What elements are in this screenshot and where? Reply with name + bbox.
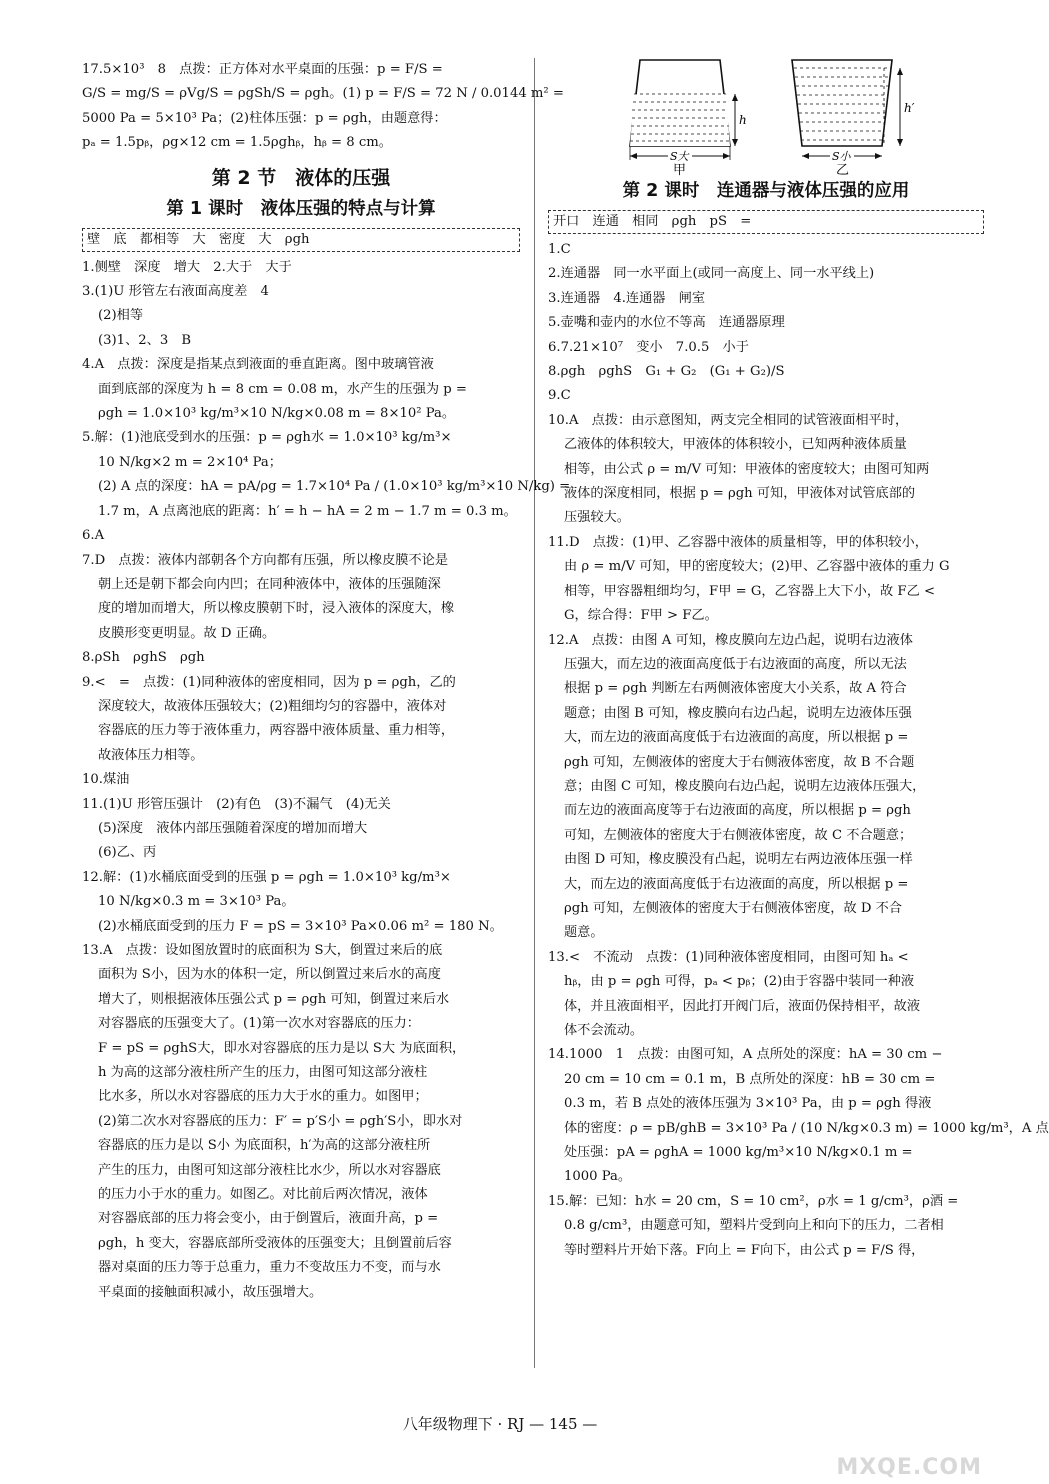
column-divider xyxy=(534,58,535,1368)
answer-line: (2)水桶底面受到的压力 F = pS = 3×10³ Pa×0.06 m² = 180 N。 xyxy=(98,918,503,934)
answer-line: 题意；由图 B 可知，橡皮膜向右边凸起，说明左边液体压强 xyxy=(564,705,912,721)
answer-line: G，综合得：F甲 > F乙。 xyxy=(564,608,718,624)
answer-line: 的压力小于水的重力。如图乙。对比前后两次情况，液体 xyxy=(98,1187,428,1203)
answer-line: 相等，由公式 ρ = m/V 可知：甲液体的密度较大；由图可知两 xyxy=(564,461,930,477)
answer-line: 由 ρ = m/V 可知，甲的密度较大；(2)甲、乙容器中液体的重力 G xyxy=(564,559,950,575)
answer-line: 6.A xyxy=(82,528,105,544)
answer-line: 大，而左边的液面高度低于右边液面的高度，所以根据 p = xyxy=(564,876,909,892)
answer-line: 平桌面的接触面积减小，故压强增大。 xyxy=(98,1284,323,1300)
answer-line: 而左边的液面高度等于右边液面的高度，所以根据 p = ρgh xyxy=(564,803,911,819)
answer-line: 增大了，则根据液体压强公式 p = ρgh 可知，倒置过来后水 xyxy=(98,991,450,1007)
answer-line: 容器底的压力等于液体重力，两容器中液体质量、重力相等， xyxy=(98,723,455,739)
answer-line: 可知，左侧液体的密度大于右侧液体密度，故 C 不合题意； xyxy=(564,827,913,843)
caption-jia: 甲 xyxy=(673,163,687,178)
intro-block xyxy=(82,58,564,156)
section-title: 第 2 节 液体的压强 xyxy=(211,166,391,189)
answer-line: 12.A 点拨：由图 A 可知，橡皮膜向左边凸起，说明右边液体 xyxy=(548,632,913,648)
answer-list-lesson-2 xyxy=(548,238,1049,1263)
answer-line: 5.壶嘴和壶内的水位不等高 连通器原理 xyxy=(548,315,785,331)
answer-line: 皮膜形变更明显。故 D 正确。 xyxy=(98,625,276,641)
answer-line: F = pS = ρghS大，即水对容器底的压力是以 S大 为底面积， xyxy=(98,1040,466,1056)
page-footer: 八年级物理下 · RJ — 145 — xyxy=(402,1415,598,1433)
answer-line: 面到底部的深度为 h = 8 cm = 0.08 m，水产生的压强为 p = xyxy=(98,381,467,397)
answer-line: ρgh，h 变大，容器底部所受液体的压强变大；且倒置前后容 xyxy=(98,1235,452,1251)
answer-line: 14.1000 1 点拨：由图可知，A 点所处的深度：hA = 30 cm − xyxy=(548,1047,943,1063)
answer-line: 度的增加而增大，所以橡皮膜朝下时，浸入液体的深度大，橡 xyxy=(98,601,455,617)
answer-line: 处压强：pA = ρghA = 1000 kg/m³×10 N/kg×0.1 m = xyxy=(564,1145,913,1161)
answer-line: 1.C xyxy=(548,242,571,257)
answer-line: 1.7 m，A 点离池底的距离：h′ = h − hA = 2 m − 1.7 m = 0.3 m。 xyxy=(98,503,517,519)
answer-line: (6)乙、丙 xyxy=(98,845,157,861)
answer-line: 3.连通器 4.连通器 闸室 xyxy=(548,290,706,306)
answer-line: ρgh 可知，左侧液体的密度大于右侧液体密度，故 D 不合 xyxy=(564,900,902,916)
answer-line: 12.解：(1)水桶底面受到的压强 p = ρgh = 1.0×10³ kg/m³× xyxy=(82,869,451,885)
answer-line: hᵦ，由 p = ρgh 可得，pₐ < pᵦ；(2)由于容器中装同一种液 xyxy=(564,974,915,990)
answer-line: 题意。 xyxy=(564,925,604,941)
answer-line: 5.解：(1)池底受到水的压强：p = ρgh水 = 1.0×10³ kg/m³× xyxy=(82,430,452,446)
container-figures xyxy=(548,58,984,176)
answer-line: 体，并且液面相平，因此打开阀门后，液面仍保持相平，故液 xyxy=(564,998,921,1014)
answer-line: (2) A 点的深度：hA = pA/ρg = 1.7×10⁴ Pa / (1.0×10³ kg/m³×10 N/kg) = xyxy=(98,479,571,495)
right-column xyxy=(548,58,1049,1263)
answer-line: 相等，甲容器粗细均匀，F甲 = G，乙容器上大下小，故 F乙 < xyxy=(564,583,936,599)
answer-line: 乙液体的体积较大，甲液体的体积较小，已知两种液体质量 xyxy=(564,437,907,453)
answer-line: 面积为 S小，因为水的体积一定，所以倒置过来后水的高度 xyxy=(98,967,441,983)
lesson-2-title: 第 2 课时 连通器与液体压强的应用 xyxy=(622,181,910,201)
answer-line: 0.8 g/cm³，由题意可知，塑料片受到向上和向下的压力，二者相 xyxy=(564,1218,944,1234)
answer-line: 11.D 点拨：(1)甲、乙容器中液体的质量相等，甲的体积较小， xyxy=(548,534,928,550)
answer-line: h 为高的这部分液柱所产生的压力，由图可知这部分液柱 xyxy=(98,1065,428,1081)
answer-line: 8.ρgh ρghS G₁ + G₂ (G₁ + G₂)/S xyxy=(548,364,785,380)
answer-line: 8.ρSh ρghS ρgh xyxy=(82,650,205,666)
answer-line: 容器底的压力是以 S小 为底面积，h′为高的这部分液柱所 xyxy=(98,1138,431,1154)
answer-line: 故液体压力相等。 xyxy=(98,747,204,763)
answer-line: 13.A 点拨：设如图放置时的底面积为 S大，倒置过来后的底 xyxy=(82,943,443,958)
answer-line: 15.解：已知：h水 = 20 cm，S = 10 cm²，ρ水 = 1 g/cm³，ρ酒 = xyxy=(548,1193,959,1209)
answer-line: 等时塑料片开始下落。F向上 = F向下，由公式 p = F/S 得， xyxy=(564,1242,925,1258)
answer-line: 对容器底部的压力将会变小，由于倒置后，液面升高，p = xyxy=(98,1211,439,1227)
intro-line: 5000 Pa = 5×10³ Pa；(2)柱体压强：p = ρgh，由题意得： xyxy=(82,110,447,126)
label-h-prime: h′ xyxy=(904,101,915,115)
answer-line: (3)1、2、3 B xyxy=(98,332,192,348)
answer-line: 4.A 点拨：深度是指某点到液面的垂直距离。图中玻璃管液 xyxy=(82,357,434,373)
answer-line: 9.C xyxy=(548,388,571,404)
answer-line: 7.D 点拨：液体内部朝各个方向都有压强，所以橡皮膜不论是 xyxy=(82,552,449,568)
answer-line: (5)深度 液体内部压强随着深度的增加而增大 xyxy=(98,820,368,836)
answer-line: 器对桌面的压力等于总重力，重力不变故压力不变，而与水 xyxy=(98,1260,441,1276)
answer-line: 10 N/kg×0.3 m = 3×10³ Pa。 xyxy=(98,894,295,910)
answer-line: 深度较大，故液体压强较大；(2)粗细均匀的容器中，液体对 xyxy=(98,698,447,714)
answer-line: 9.< = 点拨：(1)同种液体的密度相同，因为 p = ρgh，乙的 xyxy=(82,674,456,690)
answer-line: 体的密度：ρ = pB/ghB = 3×10³ Pa / (10 N/kg×0.3 m) = 1000 kg/m³，A 点 xyxy=(564,1120,1049,1136)
figure-jia xyxy=(630,60,747,178)
answer-line: 大，而左边的液面高度低于右边液面的高度，所以根据 p = xyxy=(564,730,909,746)
answer-line: 体不会流动。 xyxy=(564,1023,644,1038)
answer-line: 10.煤油 xyxy=(82,772,130,788)
answer-line: 13.< 不流动 点拨：(1)同种液体密度相同，由图可知 hₐ < xyxy=(548,949,909,965)
watermark-logo: MXQE.COM xyxy=(836,1455,982,1480)
intro-line: 17.5×10³ 8 点拨：正方体对水平桌面的压强：p = F/S = xyxy=(82,62,443,77)
answer-line: 液体的深度相同，根据 p = ρgh 可知，甲液体对试管底部的 xyxy=(564,486,916,502)
answer-line: 朝上还是朝下都会向内凹；在同种液体中，液体的压强随深 xyxy=(98,576,441,592)
label-s-small: S小 xyxy=(832,150,851,163)
answer-line: 由图 D 可知，橡皮膜没有凸起，说明左右两边液体压强一样 xyxy=(564,852,913,868)
figure-yi xyxy=(792,60,915,178)
container-diagram xyxy=(548,58,984,176)
intro-line: G/S = mg/S = ρVg/S = ρgSh/S = ρgh。(1) p = F/S = 72 N / 0.0144 m² = xyxy=(82,86,564,102)
answer-line: 10.A 点拨：由示意图知，两支完全相同的试管液面相平时， xyxy=(548,412,909,428)
answer-line: 3.(1)U 形管左右液面高度差 4 xyxy=(82,284,269,300)
answer-line: (2)第二次水对容器底的压力：F′ = p′S小 = ρgh′S小，即水对 xyxy=(98,1113,463,1129)
answer-line: 6.7.21×10⁷ 变小 7.0.5 小于 xyxy=(548,339,749,355)
answer-line: (2)相等 xyxy=(98,308,144,324)
answer-line: 压强大，而左边的液面高度低于右边液面的高度，所以无法 xyxy=(564,656,907,672)
caption-yi: 乙 xyxy=(836,163,850,178)
answer-line: 2.连通器 同一水平面上(或同一高度上、同一水平线上) xyxy=(548,266,875,282)
answer-line: 意；由图 C 可知，橡皮膜向右边凸起，说明左边液体压强大， xyxy=(564,778,926,794)
answer-line: 11.(1)U 形管压强计 (2)有色 (3)不漏气 (4)无关 xyxy=(82,796,391,812)
lesson-1-title: 第 1 课时 液体压强的特点与计算 xyxy=(166,198,436,219)
answer-line: 产生的压力，由图可知这部分液柱比水少，所以水对容器底 xyxy=(98,1162,441,1178)
answer-line: 20 cm = 10 cm = 0.1 m，B 点所处的深度：hB = 30 cm = xyxy=(564,1071,936,1087)
key-points-box-lesson-1: 壁 底 都相等 大 密度 大 ρgh xyxy=(82,228,520,252)
answer-line: 1000 Pa。 xyxy=(564,1169,632,1185)
label-h: h xyxy=(739,113,747,127)
answer-line: 1.侧壁 深度 增大 2.大于 大于 xyxy=(82,259,292,275)
label-s-big: S大 xyxy=(670,150,689,163)
answer-line: 压强较大。 xyxy=(564,510,630,526)
answer-line: ρgh 可知，左侧液体的密度大于右侧液体密度，故 B 不合题 xyxy=(564,754,915,770)
answer-line: 根据 p = ρgh 判断左右两侧液体密度大小关系，故 A 符合 xyxy=(564,681,907,697)
answer-line: 比水多，所以水对容器底的压力大于水的重力。如图甲； xyxy=(98,1089,428,1105)
key-points-box-lesson-2: 开口 连通 相同 ρgh pS = xyxy=(548,210,984,234)
answer-line: 0.3 m，若 B 点处的液体压强为 3×10³ Pa，由 p = ρgh 得液 xyxy=(564,1096,932,1112)
answer-line: ρgh = 1.0×10³ kg/m³×10 N/kg×0.08 m = 8×10² Pa。 xyxy=(98,406,456,422)
intro-line: pₐ = 1.5pᵦ，ρg×12 cm = 1.5ρghᵦ，hᵦ = 8 cm。 xyxy=(82,135,392,151)
answer-line: 对容器底的压强变大了。(1)第一次水对容器底的压力： xyxy=(98,1016,420,1032)
answer-line: 10 N/kg×2 m = 2×10⁴ Pa； xyxy=(98,454,282,470)
